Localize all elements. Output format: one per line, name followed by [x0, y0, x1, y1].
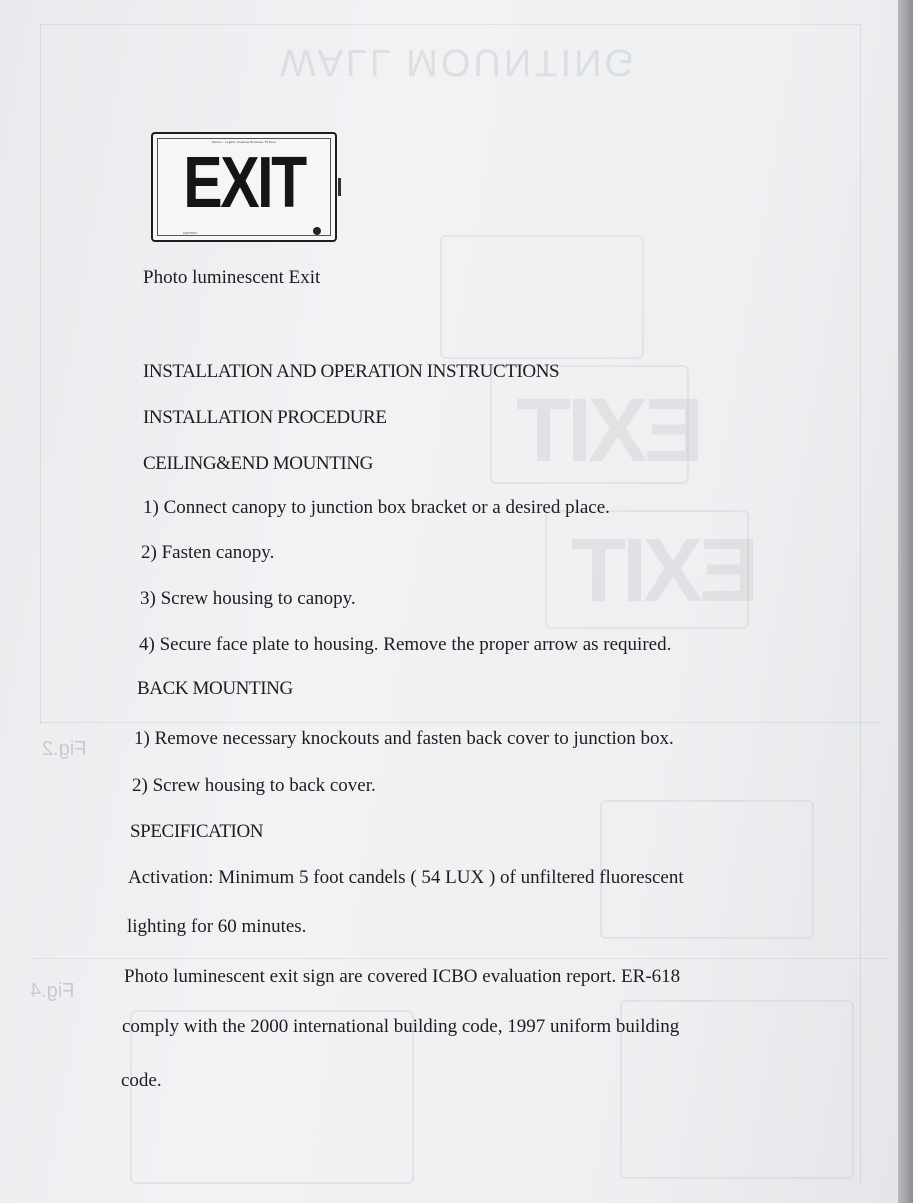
show-through-exit: EXIT — [520, 381, 705, 481]
exit-sign-tab — [338, 178, 341, 196]
show-through-heading: WALL MOUNTING — [280, 41, 638, 83]
heading-installation-procedure: INSTALLATION PROCEDURE — [143, 407, 387, 428]
show-through-rule — [30, 958, 890, 959]
sign-caption: Photo luminescent Exit — [143, 267, 321, 288]
exit-sign-image — [151, 132, 337, 242]
heading-installation-operation: INSTALLATION AND OPERATION INSTRUCTIONS — [143, 361, 560, 382]
show-through-exit: EXIT — [575, 521, 760, 621]
page-edge-shadow — [898, 0, 913, 1203]
show-through-rule — [40, 722, 880, 723]
spec-line-2: lighting for 60 minutes. — [127, 916, 307, 937]
show-through-rule — [40, 24, 41, 724]
show-through-fig-label: Fig.2 — [42, 738, 87, 760]
exit-sign-caution: CAUTION — [183, 231, 197, 235]
spec-line-5: code. — [121, 1070, 162, 1091]
heading-ceiling-end-mounting: CEILING&END MOUNTING — [143, 453, 373, 474]
ul-mark-icon — [313, 227, 321, 235]
show-through-frame — [440, 235, 644, 359]
show-through-fig-label: Fig.4 — [30, 980, 75, 1002]
ceiling-step-1: 1) Connect canopy to junction box bracket or a desired place. — [143, 497, 610, 518]
exit-sign-word: EXIT — [183, 143, 305, 223]
show-through-rule — [860, 24, 861, 1184]
spec-line-1: Activation: Minimum 5 foot candels ( 54 LUX ) of unfiltered fluorescent — [128, 867, 684, 888]
heading-back-mounting: BACK MOUNTING — [137, 678, 293, 699]
show-through-rule — [40, 24, 860, 25]
ceiling-step-3: 3) Screw housing to canopy. — [140, 588, 356, 609]
back-step-2: 2) Screw housing to back cover. — [132, 775, 376, 796]
exit-sign-notice: Notice - Legible Viewing Distance 75 Feet — [212, 140, 276, 144]
back-step-1: 1) Remove necessary knockouts and fasten back cover to junction box. — [134, 728, 674, 749]
show-through-frame — [545, 510, 749, 629]
spec-line-3: Photo luminescent exit sign are covered ICBO evaluation report. ER-618 — [124, 966, 681, 987]
ceiling-step-2: 2) Fasten canopy. — [141, 542, 275, 563]
ceiling-step-4: 4) Secure face plate to housing. Remove the proper arrow as required. — [139, 634, 672, 655]
spec-line-4: comply with the 2000 international building code, 1997 uniform building — [122, 1016, 680, 1037]
heading-specification: SPECIFICATION — [130, 821, 264, 842]
